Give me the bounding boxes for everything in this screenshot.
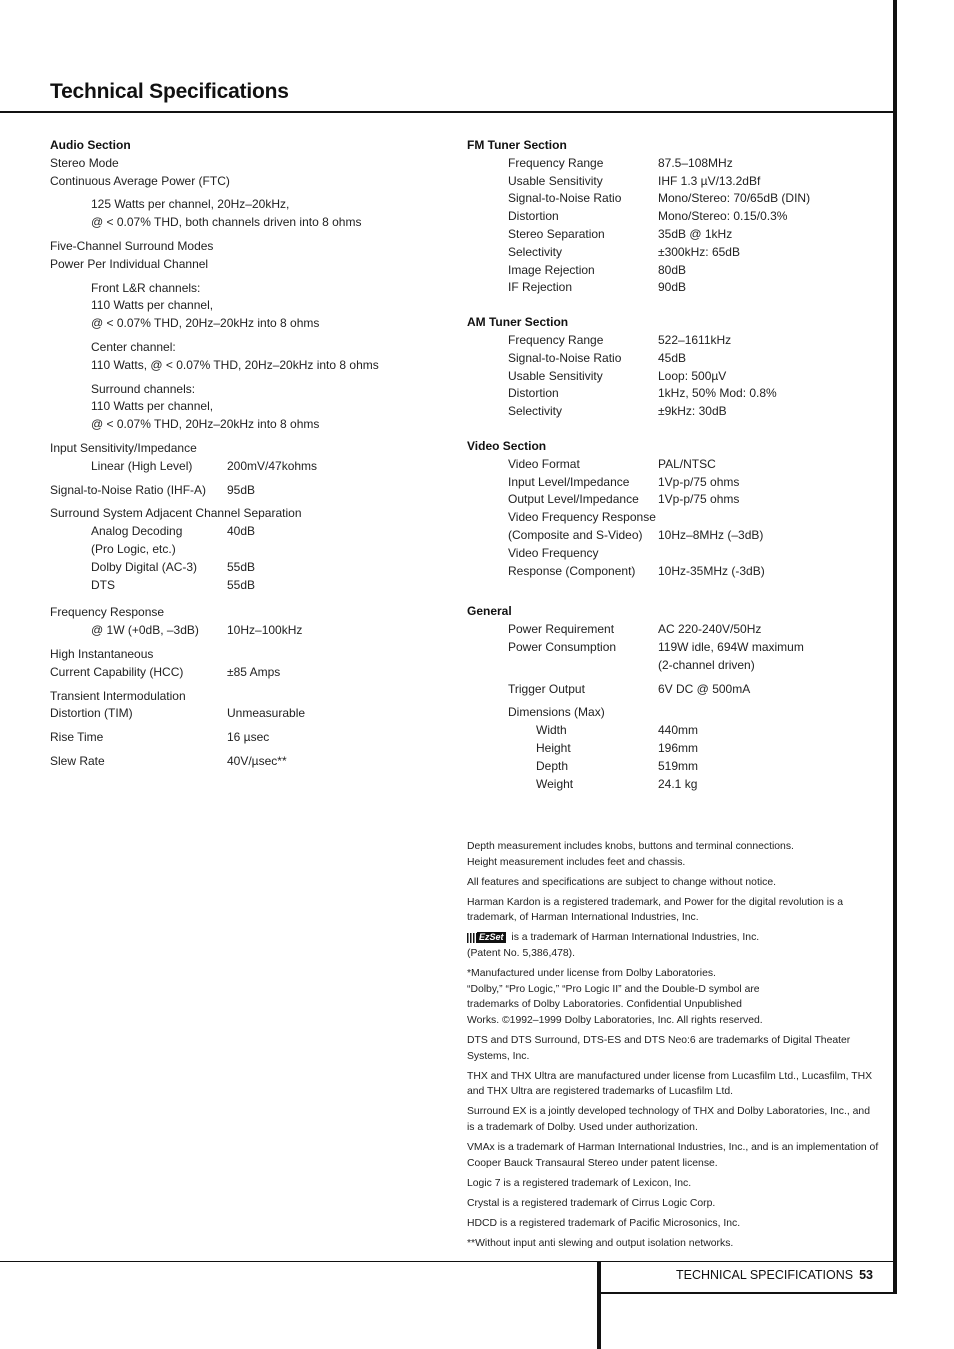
spec-row (467, 262, 877, 280)
spec-row (467, 244, 877, 262)
spec-key: Video Format (508, 456, 580, 471)
spec-key: Rise Time (50, 730, 104, 745)
spec-row (467, 621, 877, 639)
footnote-line: *Manufactured under license from Dolby Laboratories. (467, 968, 716, 980)
spec-key: Distortion (TIM) (50, 706, 133, 721)
page-number: 53 (859, 1268, 873, 1282)
spec-key: Analog Decoding (91, 524, 183, 539)
footnote: All features and specifications are subject to change without notice. (467, 876, 777, 888)
spec-key: Power Requirement (508, 622, 615, 637)
spec-label: Center channel: (91, 339, 176, 354)
spec-value: 1Vp-p/75 ohms (658, 474, 740, 489)
spec-key: Linear (High Level) (91, 458, 193, 473)
spec-row (467, 208, 877, 226)
spec-value: 110 Watts, @ < 0.07% THD, 20Hz–20kHz into 8 ohms (91, 357, 379, 372)
spec-label: Frequency Response (50, 605, 165, 620)
footnote-line: “Dolby,” “Pro Logic,” “Pro Logic II” and the Double-D symbol are (467, 983, 760, 995)
spec-value: @ < 0.07% THD, 20Hz–20kHz into 8 ohms (91, 316, 320, 331)
tuner-video-general-sections (467, 137, 877, 793)
footnote: Crystal is a registered trademark of Cirrus Logic Corp. (467, 1197, 716, 1209)
footnote: HDCD is a registered trademark of Pacific Microsonics, Inc. (467, 1217, 741, 1229)
general-heading: General (467, 604, 512, 619)
spec-row (467, 545, 877, 563)
spec-row (467, 639, 877, 657)
spec-value: ±9kHz: 30dB (658, 404, 727, 419)
spec-key: Current Capability (HCC) (50, 664, 184, 679)
spec-row (467, 740, 877, 758)
audio-heading: Audio Section (50, 138, 131, 152)
spec-value: 10Hz-35MHz (-3dB) (658, 563, 765, 578)
dimensions-list (467, 722, 877, 793)
spec-key: Signal-to-Noise Ratio (508, 350, 622, 365)
spec-label: Front L&R channels: (91, 280, 201, 295)
page-footer (676, 1268, 873, 1282)
spec-key: DTS (91, 577, 115, 592)
spec-row (467, 173, 877, 191)
spec-key: Output Level/Impedance (508, 492, 639, 507)
fm-spec-list (467, 155, 877, 297)
spec-value: IHF 1.3 µV/13.2dBf (658, 173, 761, 188)
spec-value: Mono/Stereo: 0.15/0.3% (658, 209, 788, 224)
footer-rule (0, 1261, 897, 1262)
spec-key: (Pro Logic, etc.) (91, 541, 176, 556)
spec-value: 200mV/47kohms (227, 458, 318, 473)
spec-row (467, 279, 877, 297)
spec-row (467, 190, 877, 208)
spec-label: Power Per Individual Channel (50, 256, 209, 271)
spec-key: Usable Sensitivity (508, 173, 603, 188)
spec-row (467, 155, 877, 173)
spec-value: @ < 0.07% THD, 20Hz–20kHz into 8 ohms (91, 417, 320, 432)
spec-value: 80dB (658, 262, 687, 277)
spec-row (50, 458, 440, 476)
spec-key: IF Rejection (508, 280, 573, 295)
footer-label: TECHNICAL SPECIFICATIONS (675, 1268, 854, 1282)
spec-value: 110 Watts per channel, (91, 298, 214, 313)
spec-key: Width (536, 723, 567, 738)
spec-value: 522–1611kHz (658, 332, 732, 347)
spec-key: Video Frequency Response (508, 510, 656, 525)
spec-key: Signal-to-Noise Ratio (508, 191, 622, 206)
spec-row (467, 681, 877, 699)
spec-row (467, 758, 877, 776)
spec-row (50, 523, 440, 541)
footnote (467, 839, 879, 870)
spec-row (50, 482, 440, 500)
spec-value: ±300kHz: 65dB (658, 244, 740, 259)
footnote: VMAx is a trademark of Harman International Industries, Inc., and is an implementation of Cooper Bauck Transaural Stereo under patent license. (467, 1142, 879, 1169)
spec-value: 40V/µsec** (227, 753, 287, 768)
spec-value: 24.1 kg (658, 776, 698, 791)
spec-key: Distortion (508, 386, 559, 401)
spec-value: 55dB (227, 577, 256, 592)
spec-row (467, 368, 877, 386)
footnote: Surround EX is a jointly developed technology of THX and Dolby Laboratories, Inc., and is a trademark of Dolby. Used under authorization. (467, 1106, 870, 1133)
spec-row (467, 385, 877, 403)
spec-label: Five-Channel Surround Modes (50, 238, 214, 253)
footnote-line: Works. ©1992–1999 Dolby Laboratories, Inc. All rights reserved. (467, 1014, 763, 1026)
spec-label: Surround System Adjacent Channel Separation (50, 506, 302, 521)
title-rule (0, 111, 897, 113)
spec-value: 95dB (227, 482, 256, 497)
spec-row (50, 622, 440, 640)
footnote: DTS and DTS Surround, DTS-ES and DTS Neo:6 are trademarks of Digital Theater Systems, Inc. (467, 1035, 851, 1062)
footnote: **Without input anti slewing and output isolation networks. (467, 1238, 734, 1250)
spec-row (50, 753, 440, 771)
spec-value: 40dB (227, 524, 256, 539)
footnote (467, 930, 879, 961)
spec-key: Selectivity (508, 244, 563, 259)
spec-row (467, 491, 877, 509)
spec-value: PAL/NTSC (658, 456, 716, 471)
spec-row (467, 226, 877, 244)
spec-key: Height (536, 740, 571, 755)
footnote-line: (Patent No. 5,386,478). (467, 948, 576, 960)
am-spec-list (467, 332, 877, 421)
footnote: Logic 7 is a registered trademark of Lexicon, Inc. (467, 1177, 692, 1189)
spec-value: 16 µsec (227, 730, 270, 745)
spec-label: Input Sensitivity/Impedance (50, 440, 197, 455)
page-title: Technical Specifications (50, 80, 289, 103)
spec-value: 55dB (227, 559, 256, 574)
spec-key: Usable Sensitivity (508, 368, 603, 383)
spec-row (50, 729, 440, 747)
right-margin-bar (893, 0, 897, 1294)
spec-key: Trigger Output (508, 681, 585, 696)
audio-section (50, 137, 440, 771)
spec-value: 45dB (658, 350, 687, 365)
spec-key: Slew Rate (50, 753, 105, 768)
spec-key: Image Rejection (508, 262, 595, 277)
footer-bar (597, 1261, 601, 1349)
footnote: THX and THX Ultra are manufactured under license from Lucasfilm Ltd., Lucasfilm, THX and THX Ultra are registered trademarks of Lucasfilm Ltd. (467, 1070, 873, 1098)
spec-label: Dimensions (Max) (508, 705, 605, 720)
spec-value: 110 Watts per channel, (91, 399, 214, 414)
spec-key: Response (Component) (508, 563, 636, 578)
fm-heading: FM Tuner Section (467, 138, 567, 152)
spec-row (467, 509, 877, 527)
spec-value: @ < 0.07% THD, both channels driven into 8 ohms (91, 215, 362, 230)
spec-value: 10Hz–100kHz (227, 623, 303, 638)
spec-row (467, 350, 877, 368)
footnotes (467, 839, 879, 1256)
spec-value: 440mm (658, 723, 699, 738)
spec-value: 10Hz–8MHz (–3dB) (658, 527, 764, 542)
spec-key: Power Consumption (508, 639, 617, 654)
footnote-line: is a trademark of Harman International Industries, Inc. (508, 932, 760, 944)
spec-value: 519mm (658, 758, 699, 773)
spec-key: Stereo Separation (508, 226, 605, 241)
spec-value: Unmeasurable (227, 706, 306, 721)
spec-row (467, 563, 877, 581)
spec-value: 125 Watts per channel, 20Hz–20kHz, (91, 197, 290, 212)
ezset-logo-text: EzSet (479, 932, 504, 943)
spec-row (467, 474, 877, 492)
spec-value: 1Vp-p/75 ohms (658, 492, 740, 507)
spec-key: Signal-to-Noise Ratio (IHF-A) (50, 482, 207, 497)
footnote (467, 966, 879, 1028)
spec-key: Depth (536, 758, 569, 773)
am-heading: AM Tuner Section (467, 315, 569, 330)
spec-label: Stereo Mode (50, 155, 119, 170)
spec-label: High Instantaneous (50, 646, 154, 661)
spec-row (467, 776, 877, 794)
spec-row (50, 559, 440, 577)
spec-value: ±85 Amps (227, 664, 281, 679)
spec-row (467, 403, 877, 421)
spec-key: Weight (536, 776, 574, 791)
spec-value: Mono/Stereo: 70/65dB (DIN) (658, 191, 811, 206)
spec-row (467, 722, 877, 740)
spec-key: Distortion (508, 209, 559, 224)
spec-value: (2-channel driven) (658, 657, 755, 672)
footnote-line: trademarks of Dolby Laboratories. Confidential Unpublished (467, 999, 742, 1011)
spec-key: Video Frequency (508, 545, 599, 560)
spec-value: Loop: 500µV (658, 368, 727, 383)
spec-key: Dolby Digital (AC-3) (91, 559, 198, 574)
spec-key: Input Level/Impedance (508, 474, 630, 489)
ezset-logo-icon (467, 932, 506, 943)
spec-key: Frequency Range (508, 332, 604, 347)
footer-underline (597, 1292, 897, 1294)
spec-label: Surround channels: (91, 381, 196, 396)
spec-value: 35dB @ 1kHz (658, 226, 733, 241)
spec-row (467, 456, 877, 474)
video-heading: Video Section (467, 438, 547, 453)
spec-key: (Composite and S-Video) (508, 527, 643, 542)
spec-value: 119W idle, 694W maximum (658, 639, 804, 654)
spec-row (467, 332, 877, 350)
spec-value: 1kHz, 50% Mod: 0.8% (658, 386, 777, 401)
footnote: Harman Kardon is a registered trademark, and Power for the digital revolution is a trademark, of Harman International Industries, Inc. (467, 896, 843, 924)
spec-label: Transient Intermodulation (50, 688, 186, 703)
spec-value: 196mm (658, 740, 699, 755)
spec-row (50, 705, 440, 723)
footnote-line: Depth measurement includes knobs, buttons and terminal connections. (467, 841, 794, 852)
footnote-line: Height measurement includes feet and chassis. (467, 856, 686, 868)
spec-value: 87.5–108MHz (658, 155, 733, 170)
spec-row (50, 577, 440, 595)
video-spec-list (467, 456, 877, 581)
spec-key: Selectivity (508, 404, 563, 419)
spec-value: AC 220-240V/50Hz (658, 622, 762, 637)
spec-value: 90dB (658, 280, 687, 295)
spec-key: @ 1W (+0dB, –3dB) (91, 623, 199, 638)
spec-key: Frequency Range (508, 155, 604, 170)
spec-label: Continuous Average Power (FTC) (50, 173, 230, 188)
spec-row (50, 664, 440, 682)
spec-row (467, 527, 877, 545)
spec-value: 6V DC @ 500mA (658, 681, 751, 696)
